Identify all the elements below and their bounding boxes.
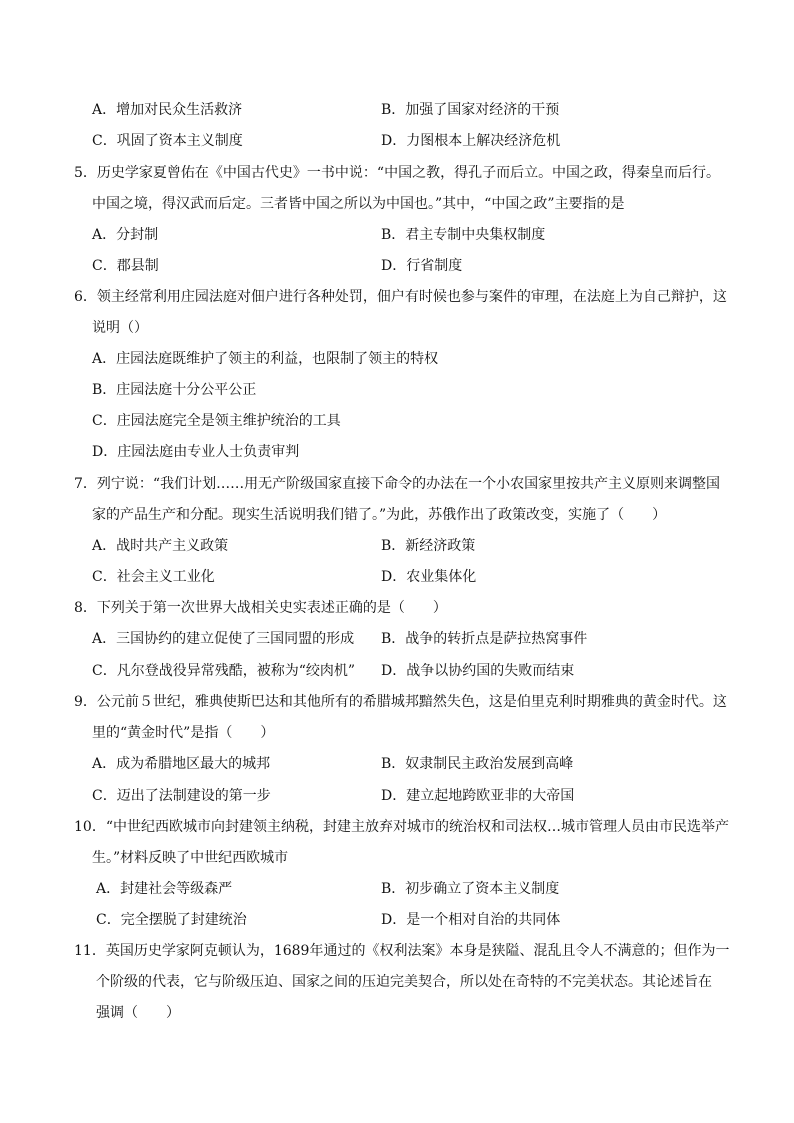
q7-option-a[interactable]: A．战时共产主义政策: [92, 538, 229, 554]
q9-stem-line2: 里的“黄金时代”是指（ ）: [92, 725, 275, 741]
q6-option-d[interactable]: D．庄园法庭由专业人士负责审判: [92, 444, 300, 460]
q9-option-d[interactable]: D．建立起地跨欧亚非的大帝国: [381, 788, 575, 804]
q10-option-c[interactable]: C．完全摆脱了封建统治: [96, 912, 247, 928]
q4-option-d[interactable]: D．力图根本上解决经济危机: [381, 133, 561, 149]
q5-option-b[interactable]: B．君主专制中央集权制度: [381, 227, 546, 243]
q8-stem-line1: 8．下列关于第一次世界大战相关史实表述正确的是（ ）: [74, 600, 447, 616]
q5-stem-line2: 中国之境，得汉武而后定。三者皆中国之所以为中国也。”其中，“中国之政”主要指的是: [92, 196, 625, 212]
q4-option-b[interactable]: B．加强了国家对经济的干预: [381, 102, 560, 118]
q7-option-c[interactable]: C．社会主义工业化: [92, 569, 215, 585]
q9-option-c[interactable]: C．迈出了法制建设的第一步: [92, 788, 271, 804]
q5-option-a[interactable]: A．分封制: [92, 227, 159, 243]
q8-option-c[interactable]: C．凡尔登战役异常残酷，被称为“绞肉机”: [92, 663, 356, 679]
q5-option-d[interactable]: D．行省制度: [381, 258, 463, 274]
q7-option-b[interactable]: B．新经济政策: [381, 538, 476, 554]
q5-option-c[interactable]: C．郡县制: [92, 258, 159, 274]
q6-option-a[interactable]: A．庄园法庭既维护了领主的利益，也限制了领主的特权: [92, 351, 439, 367]
q4-option-c[interactable]: C．巩固了资本主义制度: [92, 133, 243, 149]
q6-stem-line1: 6．领主经常利用庄园法庭对佃户进行各种处罚，佃户有时候也参与案件的审理，在法庭上为自己辩护，这: [74, 289, 727, 305]
q6-option-c[interactable]: C．庄园法庭完全是领主维护统治的工具: [92, 413, 341, 429]
q10-stem-line1: 10．“中世纪西欧城市向封建领主纳税，封建主放弃对城市的统治权和司法权…城市管理人员由市民选举产: [74, 819, 729, 835]
q11-stem-line3: 强调（ ）: [96, 1005, 180, 1021]
q7-stem-line2: 家的产品生产和分配。现实生活说明我们错了。”为此，苏俄作出了政策改变，实施了（ ）: [92, 507, 667, 523]
q5-stem-line1: 5．历史学家夏曾佑在《中国古代史》一书中说：“中国之教，得孔子而后立。中国之政，得秦皇而后行。: [74, 165, 721, 181]
q9-stem-line1: 9．公元前５世纪，雅典使斯巴达和其他所有的希腊城邦黯然失色，这是伯里克利时期雅典的黄金时代。这: [74, 694, 727, 710]
q9-option-b[interactable]: B．奴隶制民主政治发展到高峰: [381, 756, 574, 772]
q10-option-a[interactable]: A．封建社会等级森严: [96, 881, 233, 897]
q7-stem-line1: 7．列宁说：“我们计划……用无产阶级国家直接下命令的办法在一个小农国家里按共产主义原则来调整国: [74, 476, 721, 492]
q8-option-d[interactable]: D．战争以协约国的失败而结束: [381, 663, 575, 679]
q10-stem-line2: 生。”材料反映了中世纪西欧城市: [92, 850, 289, 866]
q11-stem-line2: 个阶级的代表，它与阶级压迫、国家之间的压迫完美契合，所以处在奇特的不完美状态。其论述旨在: [96, 974, 712, 990]
q10-option-b[interactable]: B．初步确立了资本主义制度: [381, 881, 560, 897]
q6-option-b[interactable]: B．庄园法庭十分公平公正: [92, 382, 257, 398]
q7-option-d[interactable]: D．农业集体化: [381, 569, 477, 585]
q8-option-b[interactable]: B．战争的转折点是萨拉热窝事件: [381, 631, 588, 647]
q11-stem-line1: 11．英国历史学家阿克顿认为，1689年通过的《权利法案》本身是狭隘、混乱且令人不满意的；但作为一: [74, 943, 730, 959]
q9-option-a[interactable]: A．成为希腊地区最大的城邦: [92, 756, 271, 772]
q8-option-a[interactable]: A．三国协约的建立促使了三国同盟的形成: [92, 631, 355, 647]
q6-stem-line2: 说明（）: [92, 320, 148, 336]
q10-option-d[interactable]: D．是一个相对自治的共同体: [381, 912, 561, 928]
q4-option-a[interactable]: A．增加对民众生活救济: [92, 102, 243, 118]
